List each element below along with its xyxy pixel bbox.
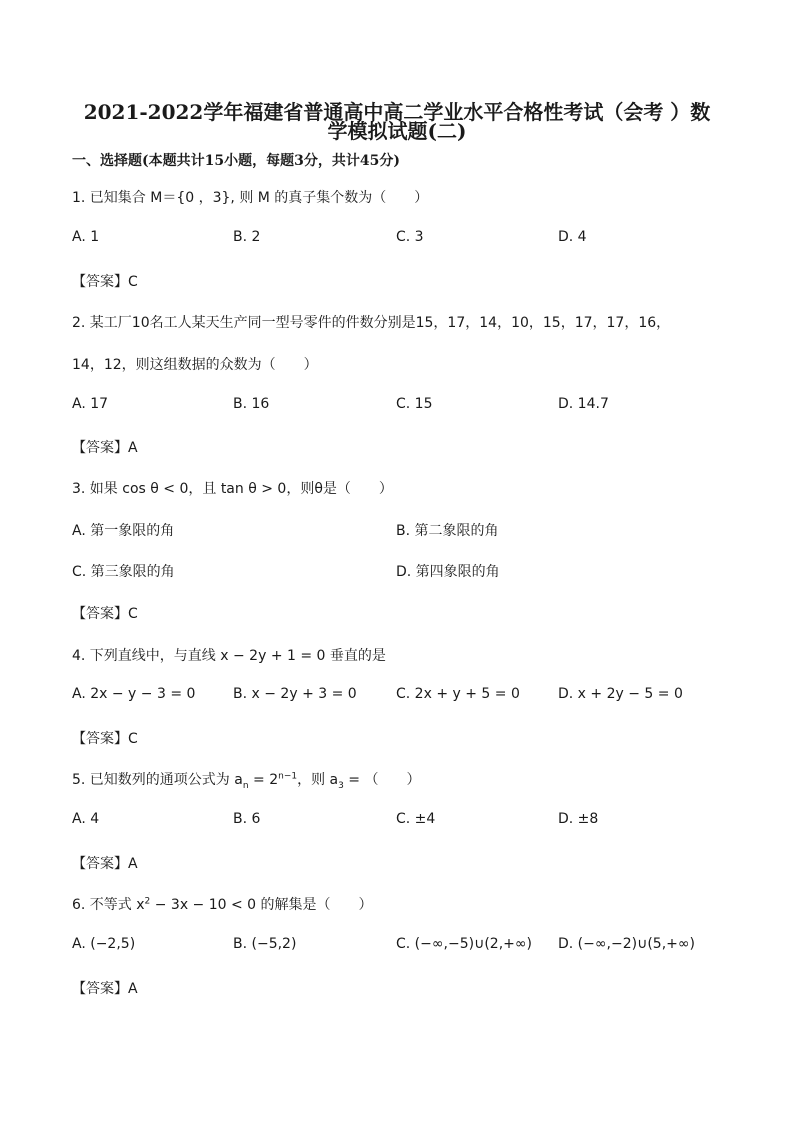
question-6-option-c: C. (−∞,−5)∪(2,+∞) — [396, 936, 533, 952]
question-5-option-d: D. ±8 — [558, 811, 599, 827]
question-5-stem — [72, 769, 421, 791]
question-2-option-b: B. 16 — [233, 396, 270, 412]
question-4-option-a: A. 2x − y − 3 = 0 — [72, 686, 196, 702]
question-1-option-d: D. 4 — [558, 229, 587, 245]
question-2-stem-line1: 2. 某工厂10名工人某天生产同一型号零件的件数分别是15，17，14，10，15，17，17，16， — [72, 315, 671, 331]
question-1-stem: 1. 已知集合 M＝{0 ，3}, 则 M 的真子集个数为（ ） — [72, 190, 429, 206]
question-6-option-a: A. (−2,5) — [72, 936, 136, 952]
question-5-answer: 【答案】A — [72, 856, 138, 872]
question-3-option-d: D. 第四象限的角 — [396, 564, 500, 580]
question-6-answer: 【答案】A — [72, 981, 138, 997]
question-2-option-d: D. 14.7 — [558, 396, 609, 412]
question-4-option-c: C. 2x + y + 5 = 0 — [396, 686, 520, 702]
question-3-option-b: B. 第二象限的角 — [396, 523, 499, 539]
question-3-answer: 【答案】C — [72, 606, 138, 622]
question-6-stem-sup: 2 — [144, 896, 151, 907]
question-5-stem-sub2: 3 — [338, 780, 344, 791]
question-2-option-c: C. 15 — [396, 396, 433, 412]
question-5-stem-sub: n — [242, 780, 249, 791]
doc-title-line1: 2021-2022学年福建省普通高中高二学业水平合格性考试（会考 ）数 — [83, 100, 711, 124]
question-6-stem — [72, 894, 373, 914]
section-heading: 一、选择题(本题共计15小题，每题3分，共计45分) — [72, 153, 400, 169]
question-4-option-d: D. x + 2y − 5 = 0 — [558, 686, 683, 702]
doc-title-line2: 学模拟试题(二) — [327, 119, 467, 143]
question-4-stem: 4. 下列直线中，与直线 x − 2y + 1 = 0 垂直的是 — [72, 648, 386, 664]
question-1-option-a: A. 1 — [72, 229, 100, 245]
question-5-stem-pre: 5. 已知数列的通项公式为 a — [72, 772, 243, 788]
question-2-stem-line2: 14，12，则这组数据的众数为（ ） — [72, 357, 318, 373]
question-5-stem-end: = （ ） — [343, 772, 421, 788]
question-5-option-b: B. 6 — [233, 811, 261, 827]
question-5-option-c: C. ±4 — [396, 811, 436, 827]
question-1-answer: 【答案】C — [72, 274, 138, 290]
question-3-option-a: A. 第一象限的角 — [72, 523, 175, 539]
question-3-stem: 3. 如果 cos θ < 0，且 tan θ > 0，则θ是（ ） — [72, 481, 393, 497]
question-5-option-a: A. 4 — [72, 811, 100, 827]
question-1-option-b: B. 2 — [233, 229, 261, 245]
question-6-stem-post: − 3x − 10 < 0 的解集是（ ） — [150, 897, 373, 913]
question-3-option-c: C. 第三象限的角 — [72, 564, 175, 580]
question-5-stem-mid: = 2 — [248, 772, 279, 788]
question-1-option-c: C. 3 — [396, 229, 424, 245]
question-2-answer: 【答案】A — [72, 440, 138, 456]
question-6-option-b: B. (−5,2) — [233, 936, 297, 952]
question-6-stem-pre: 6. 不等式 x — [72, 897, 145, 913]
question-5-stem-post: ，则 a — [297, 772, 339, 788]
question-2-option-a: A. 17 — [72, 396, 109, 412]
question-5-stem-sup: n−1 — [278, 771, 298, 782]
question-6-option-d: D. (−∞,−2)∪(5,+∞) — [558, 936, 696, 952]
question-4-answer: 【答案】C — [72, 731, 138, 747]
question-4-option-b: B. x − 2y + 3 = 0 — [233, 686, 357, 702]
